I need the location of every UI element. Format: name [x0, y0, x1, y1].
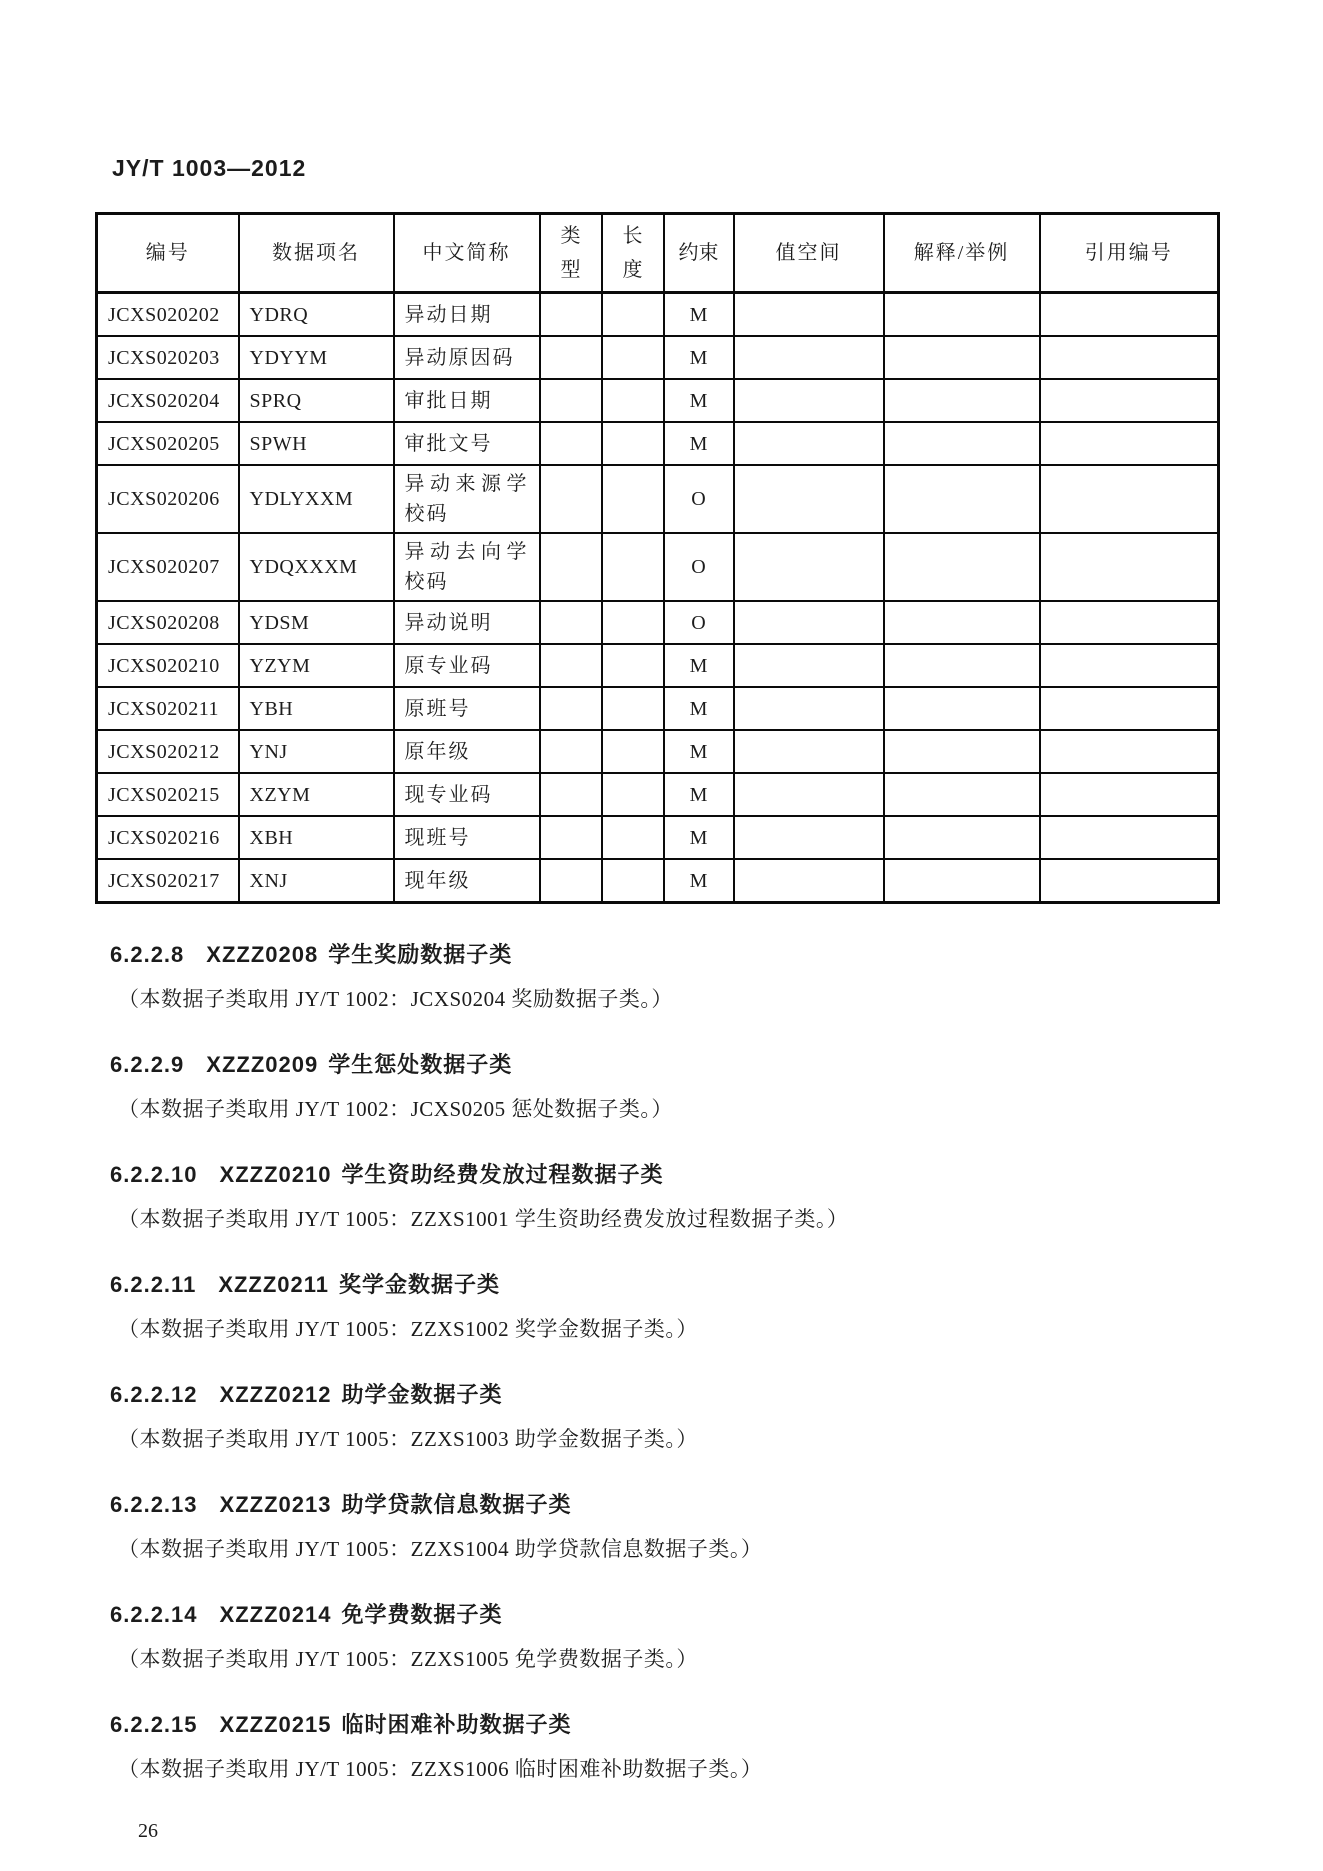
- section-code: XZZZ0215: [219, 1712, 332, 1737]
- cell-ref-number: [1040, 816, 1219, 859]
- cell-cn-abbr: 异动去向学校码: [394, 533, 540, 601]
- cell-value-space: [734, 859, 884, 903]
- data-items-table: [95, 212, 1220, 904]
- cell-length: [602, 601, 664, 644]
- cell-number: JCXS020207: [97, 533, 239, 601]
- cell-explanation: [884, 644, 1040, 687]
- cell-number: JCXS020216: [97, 816, 239, 859]
- section-number: 6.2.2.14: [110, 1602, 198, 1627]
- cell-type: [540, 644, 602, 687]
- table-row: [97, 859, 1219, 903]
- table-row: [97, 601, 1219, 644]
- cell-type: [540, 730, 602, 773]
- section-body: （本数据子类取用 JY/T 1005：ZZXS1006 临时困难补助数据子类。）: [118, 1757, 763, 1781]
- cell-ref-number: [1040, 422, 1219, 465]
- cell-item-name: YDQXXXM: [239, 533, 394, 601]
- col-header-item-name: 数据项名: [239, 214, 394, 293]
- cell-item-name: XNJ: [239, 859, 394, 903]
- table-row: [97, 816, 1219, 859]
- cell-item-name: YDLYXXM: [239, 465, 394, 533]
- table-row: [97, 533, 1219, 601]
- cell-value-space: [734, 601, 884, 644]
- cell-explanation: [884, 601, 1040, 644]
- section-title: 学生奖励数据子类: [328, 942, 513, 967]
- cell-length: [602, 859, 664, 903]
- cell-cn-abbr: 审批文号: [394, 422, 540, 465]
- cell-item-name: YDSM: [239, 601, 394, 644]
- cell-type: [540, 533, 602, 601]
- cell-type: [540, 379, 602, 422]
- table-row: [97, 422, 1219, 465]
- section-title: 学生惩处数据子类: [328, 1052, 513, 1077]
- data-subclass-section: [0, 1710, 1323, 1784]
- cell-value-space: [734, 816, 884, 859]
- section-body: （本数据子类取用 JY/T 1002：JCXS0205 惩处数据子类。）: [118, 1097, 673, 1121]
- cell-constraint: O: [664, 465, 734, 533]
- section-body: （本数据子类取用 JY/T 1005：ZZXS1001 学生资助经费发放过程数据子类。）: [118, 1207, 849, 1231]
- section-code: XZZZ0208: [206, 942, 319, 967]
- cell-item-name: YNJ: [239, 730, 394, 773]
- cell-type: [540, 336, 602, 379]
- cell-value-space: [734, 533, 884, 601]
- col-header-explanation: 解释/举例: [884, 214, 1040, 293]
- section-code: XZZZ0213: [219, 1492, 332, 1517]
- section-title: 助学贷款信息数据子类: [341, 1492, 572, 1517]
- section-body: （本数据子类取用 JY/T 1005：ZZXS1003 助学金数据子类。）: [118, 1427, 698, 1451]
- data-subclass-section: [0, 1600, 1323, 1674]
- cell-length: [602, 816, 664, 859]
- section-heading: [110, 940, 1323, 970]
- section-body: （本数据子类取用 JY/T 1005：ZZXS1004 助学贷款信息数据子类。）: [118, 1537, 763, 1561]
- cell-explanation: [884, 816, 1040, 859]
- cell-cn-abbr: 异动原因码: [394, 336, 540, 379]
- cell-item-name: YDRQ: [239, 293, 394, 337]
- cell-value-space: [734, 687, 884, 730]
- cell-item-name: SPRQ: [239, 379, 394, 422]
- section-code: XZZZ0210: [219, 1162, 332, 1187]
- cell-number: JCXS020208: [97, 601, 239, 644]
- col-header-constraint: 约束: [664, 214, 734, 293]
- cell-value-space: [734, 379, 884, 422]
- cell-ref-number: [1040, 601, 1219, 644]
- cell-item-name: XZYM: [239, 773, 394, 816]
- section-title: 免学费数据子类: [341, 1602, 503, 1627]
- cell-explanation: [884, 687, 1040, 730]
- cell-ref-number: [1040, 379, 1219, 422]
- cell-length: [602, 293, 664, 337]
- cell-cn-abbr: 现专业码: [394, 773, 540, 816]
- cell-value-space: [734, 336, 884, 379]
- cell-value-space: [734, 773, 884, 816]
- section-body: （本数据子类取用 JY/T 1005：ZZXS1005 免学费数据子类。）: [118, 1647, 698, 1671]
- cell-number: JCXS020204: [97, 379, 239, 422]
- cell-cn-abbr: 异动来源学校码: [394, 465, 540, 533]
- cell-explanation: [884, 379, 1040, 422]
- cell-type: [540, 601, 602, 644]
- cell-length: [602, 422, 664, 465]
- cell-number: JCXS020210: [97, 644, 239, 687]
- cell-constraint: M: [664, 422, 734, 465]
- data-subclass-section: [0, 1270, 1323, 1344]
- cell-length: [602, 465, 664, 533]
- section-number: 6.2.2.15: [110, 1712, 198, 1737]
- cell-explanation: [884, 465, 1040, 533]
- cell-ref-number: [1040, 644, 1219, 687]
- cell-value-space: [734, 293, 884, 337]
- cell-value-space: [734, 644, 884, 687]
- cell-ref-number: [1040, 773, 1219, 816]
- cell-number: JCXS020206: [97, 465, 239, 533]
- section-heading: [110, 1490, 1323, 1520]
- cell-number: JCXS020212: [97, 730, 239, 773]
- table-row: [97, 687, 1219, 730]
- cell-cn-abbr: 原年级: [394, 730, 540, 773]
- section-code: XZZZ0214: [219, 1602, 332, 1627]
- table-row: [97, 773, 1219, 816]
- cell-type: [540, 773, 602, 816]
- cell-constraint: M: [664, 773, 734, 816]
- section-number: 6.2.2.13: [110, 1492, 198, 1517]
- cell-number: JCXS020202: [97, 293, 239, 337]
- cell-cn-abbr: 现年级: [394, 859, 540, 903]
- cell-constraint: M: [664, 816, 734, 859]
- data-subclass-section: [0, 1160, 1323, 1234]
- cell-ref-number: [1040, 859, 1219, 903]
- cell-length: [602, 533, 664, 601]
- col-header-length: 长度: [602, 214, 664, 293]
- cell-item-name: YBH: [239, 687, 394, 730]
- cell-constraint: M: [664, 644, 734, 687]
- cell-length: [602, 730, 664, 773]
- cell-number: JCXS020217: [97, 859, 239, 903]
- cell-explanation: [884, 336, 1040, 379]
- section-heading: [110, 1710, 1323, 1740]
- cell-value-space: [734, 730, 884, 773]
- cell-type: [540, 422, 602, 465]
- cell-explanation: [884, 293, 1040, 337]
- table-row: [97, 465, 1219, 533]
- cell-constraint: M: [664, 379, 734, 422]
- cell-cn-abbr: 现班号: [394, 816, 540, 859]
- cell-constraint: M: [664, 293, 734, 337]
- section-number: 6.2.2.10: [110, 1162, 198, 1187]
- section-number: 6.2.2.12: [110, 1382, 198, 1407]
- col-header-value-space: 值空间: [734, 214, 884, 293]
- section-code: XZZZ0212: [219, 1382, 332, 1407]
- cell-ref-number: [1040, 533, 1219, 601]
- cell-number: JCXS020215: [97, 773, 239, 816]
- cell-type: [540, 293, 602, 337]
- cell-length: [602, 379, 664, 422]
- cell-type: [540, 859, 602, 903]
- section-heading: [110, 1050, 1323, 1080]
- cell-type: [540, 465, 602, 533]
- cell-length: [602, 644, 664, 687]
- cell-constraint: M: [664, 730, 734, 773]
- table-body: [97, 293, 1219, 903]
- cell-explanation: [884, 422, 1040, 465]
- cell-value-space: [734, 422, 884, 465]
- cell-ref-number: [1040, 687, 1219, 730]
- cell-ref-number: [1040, 730, 1219, 773]
- cell-item-name: SPWH: [239, 422, 394, 465]
- data-subclass-section: [0, 1380, 1323, 1454]
- table-header-row: [97, 214, 1219, 293]
- cell-number: JCXS020203: [97, 336, 239, 379]
- cell-type: [540, 816, 602, 859]
- cell-ref-number: [1040, 465, 1219, 533]
- table-row: [97, 379, 1219, 422]
- cell-ref-number: [1040, 336, 1219, 379]
- section-heading: [110, 1600, 1323, 1630]
- cell-constraint: O: [664, 601, 734, 644]
- section-number: 6.2.2.8: [110, 942, 185, 967]
- cell-explanation: [884, 730, 1040, 773]
- cell-length: [602, 773, 664, 816]
- table-row: [97, 336, 1219, 379]
- cell-cn-abbr: 异动日期: [394, 293, 540, 337]
- col-header-ref-number: 引用编号: [1040, 214, 1219, 293]
- standard-number-header: JY/T 1003—2012: [112, 155, 307, 181]
- sections: [0, 940, 1323, 1784]
- section-title: 学生资助经费发放过程数据子类: [341, 1162, 664, 1187]
- section-body: （本数据子类取用 JY/T 1002：JCXS0204 奖励数据子类。）: [118, 987, 673, 1011]
- section-title: 临时困难补助数据子类: [341, 1712, 572, 1737]
- cell-cn-abbr: 原专业码: [394, 644, 540, 687]
- cell-item-name: XBH: [239, 816, 394, 859]
- cell-value-space: [734, 465, 884, 533]
- section-title: 助学金数据子类: [341, 1382, 503, 1407]
- cell-item-name: YDYYM: [239, 336, 394, 379]
- cell-explanation: [884, 533, 1040, 601]
- col-header-cn-abbr: 中文简称: [394, 214, 540, 293]
- cell-cn-abbr: 审批日期: [394, 379, 540, 422]
- section-body: （本数据子类取用 JY/T 1005：ZZXS1002 奖学金数据子类。）: [118, 1317, 698, 1341]
- cell-explanation: [884, 773, 1040, 816]
- section-heading: [110, 1380, 1323, 1410]
- section-title: 奖学金数据子类: [339, 1272, 501, 1297]
- section-heading: [110, 1160, 1323, 1190]
- cell-constraint: O: [664, 533, 734, 601]
- cell-type: [540, 687, 602, 730]
- table-row: [97, 644, 1219, 687]
- section-heading: [110, 1270, 1323, 1300]
- cell-number: JCXS020205: [97, 422, 239, 465]
- col-header-type: 类型: [540, 214, 602, 293]
- cell-cn-abbr: 异动说明: [394, 601, 540, 644]
- cell-item-name: YZYM: [239, 644, 394, 687]
- cell-constraint: M: [664, 687, 734, 730]
- page-number: 26: [138, 1820, 158, 1842]
- data-subclass-section: [0, 1490, 1323, 1564]
- data-subclass-section: [0, 940, 1323, 1014]
- cell-cn-abbr: 原班号: [394, 687, 540, 730]
- section-number: 6.2.2.11: [110, 1272, 197, 1297]
- cell-length: [602, 336, 664, 379]
- data-subclass-section: [0, 1050, 1323, 1124]
- col-header-number: 编号: [97, 214, 239, 293]
- cell-ref-number: [1040, 293, 1219, 337]
- cell-length: [602, 687, 664, 730]
- section-code: XZZZ0209: [206, 1052, 319, 1077]
- cell-constraint: M: [664, 336, 734, 379]
- section-code: XZZZ0211: [218, 1272, 330, 1297]
- section-number: 6.2.2.9: [110, 1052, 185, 1077]
- cell-explanation: [884, 859, 1040, 903]
- cell-constraint: M: [664, 859, 734, 903]
- table-row: [97, 293, 1219, 337]
- table-row: [97, 730, 1219, 773]
- cell-number: JCXS020211: [97, 687, 239, 730]
